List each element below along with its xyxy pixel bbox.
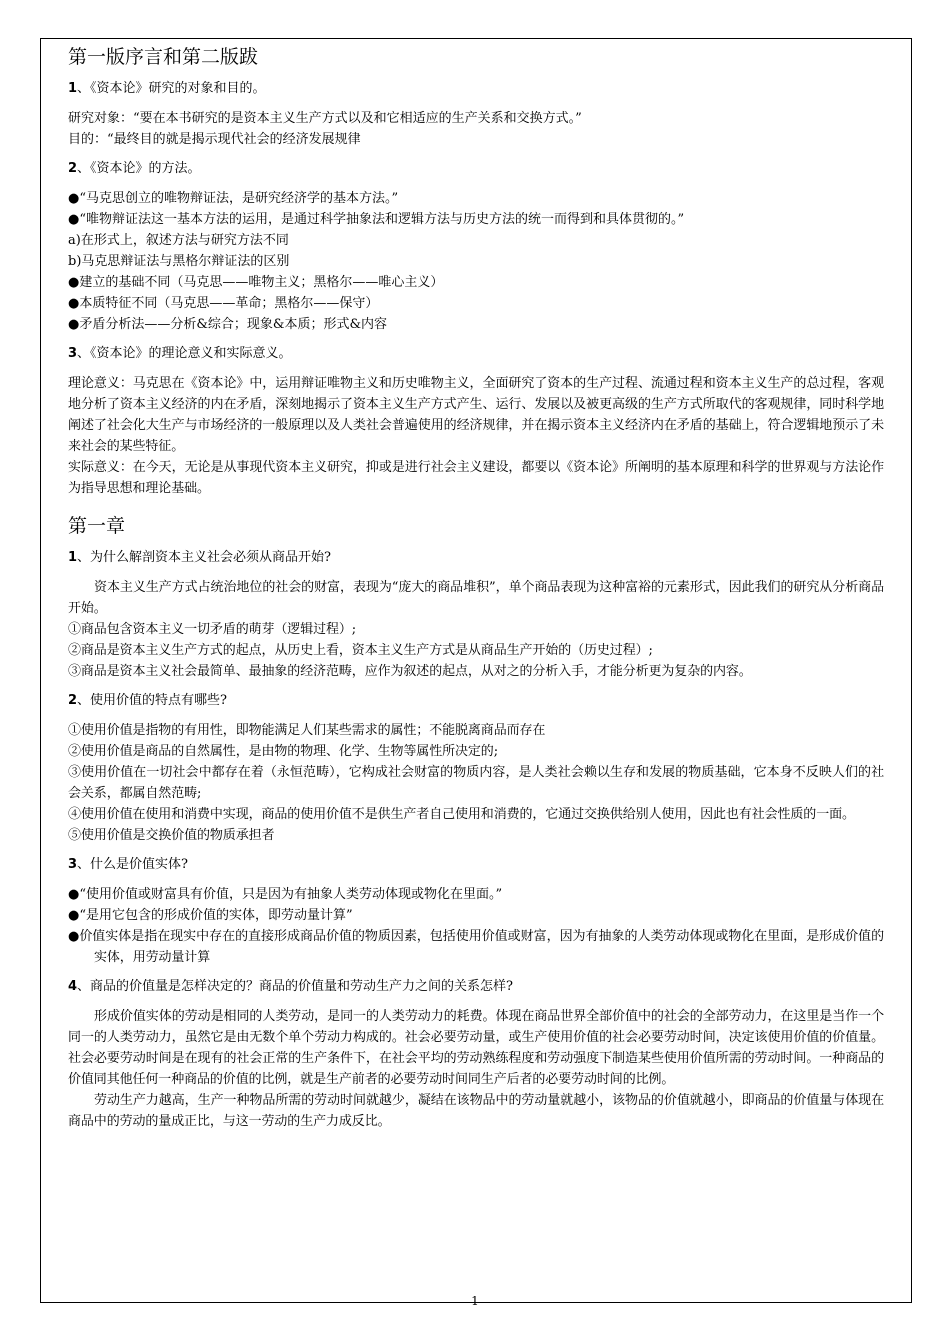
- bullet-line: ●“是用它包含的形成价值的实体，即劳动量计算”: [68, 908, 353, 923]
- question-heading: 1、《资本论》研究的对象和目的。: [68, 81, 266, 96]
- answer-block: [68, 108, 884, 150]
- paragraph: ①使用价值是指物的有用性，即物能满足人们某些需求的属性；不能脱离商品而存在: [68, 723, 546, 738]
- paragraph: ③商品是资本主义社会最简单、最抽象的经济范畴，应作为叙述的起点，从对之的分析入手，才能分析更为复杂的内容。: [68, 664, 752, 679]
- answer-block: [68, 188, 884, 335]
- answer-block: [68, 577, 884, 682]
- section-heading-chapter-one: 第一章: [68, 515, 126, 537]
- section-heading-preface: 第一版序言和第二版跋: [68, 46, 259, 68]
- paragraph: ②使用价值是商品的自然属性，是由物的物理、化学、生物等属性所决定的;: [68, 744, 498, 759]
- question-heading: 4、商品的价值量是怎样决定的？商品的价值量和劳动生产力之间的关系怎样?: [68, 979, 514, 994]
- bullet-line: ●“使用价值或财富具有价值，只是因为有抽象人类劳动体现或物化在里面。”: [68, 887, 503, 902]
- paragraph: ②商品是资本主义生产方式的起点，从历史上看，资本主义生产方式是从商品生产开始的（历史过程）;: [68, 643, 653, 658]
- question-heading: 3、什么是价值实体?: [68, 857, 189, 872]
- paragraph: ④使用价值在使用和消费中实现，商品的使用价值不是供生产者自己使用和消费的，它通过交换供给别人使用，因此也有社会性质的一面。: [68, 807, 855, 822]
- answer-block: [68, 373, 884, 499]
- text-line: 研究对象：“要在本书研究的是资本主义生产方式以及和它相适应的生产关系和交换方式。”: [68, 111, 582, 126]
- bullet-line: ●建立的基础不同（马克思——唯物主义；黑格尔——唯心主义）: [68, 275, 444, 290]
- document-body: [68, 38, 884, 1140]
- bullet-line: ●本质特征不同（马克思——革命；黑格尔——保守）: [68, 296, 379, 311]
- paragraph: 理论意义：马克思在《资本论》中，运用辩证唯物主义和历史唯物主义，全面研究了资本的生产过程、流通过程和资本主义生产的总过程，客观地分析了资本主义经济的内在矛盾，深刻地揭示了资本主义生产方式产生、运行、发展以及被更高级的生产方式所取代的客观规律，同时科学地阐述了社会化大生产与市场经济的一般原理以及人类社会普遍使用的经济规律，并在揭示资本主义经济内在矛盾的基础上，符合逻辑地预示了未来社会的某些特征。: [68, 376, 884, 454]
- text-line: b)马克思辩证法与黑格尔辩证法的区别: [68, 254, 290, 269]
- paragraph: 劳动生产力越高，生产一种物品所需的劳动时间就越少，凝结在该物品中的劳动量就越小，该物品的价值就越小，即商品的价值量与体现在商品中的劳动的量成正比，与这一劳动的生产力成反比。: [68, 1093, 884, 1129]
- bullet-paragraph: ●价值实体是指在现实中存在的直接形成商品价值的物质因素，包括使用价值或财富，因为有抽象的人类劳动体现或物化在里面，是形成价值的实体，用劳动量计算: [68, 929, 884, 965]
- question-heading: 2、使用价值的特点有哪些?: [68, 693, 228, 708]
- paragraph: ⑤使用价值是交换价值的物质承担者: [68, 828, 275, 843]
- paragraph: 形成价值实体的劳动是相同的人类劳动，是同一的人类劳动力的耗费。体现在商品世界全部价值中的社会的全部劳动力，在这里是当作一个同一的人类劳动力，虽然它是由无数个单个劳动力构成的。社会必要劳动量，或生产使用价值的社会必要劳动时间，决定该使用价值的价值量。社会必要劳动时间是在现有的社会正常的生产条件下，在社会平均的劳动熟练程度和劳动强度下制造某些使用价值所需的劳动时间。一种商品的价值同其他任何一种商品的价值的比例，就是生产前者的必要劳动时间同生产后者的必要劳动时间的比例。: [68, 1009, 884, 1087]
- paragraph: 实际意义：在今天，无论是从事现代资本主义研究，抑或是进行社会主义建设，都要以《资本论》所阐明的基本原理和科学的世界观与方法论作为指导思想和理论基础。: [68, 460, 884, 496]
- question-heading: 1、为什么解剖资本主义社会必须从商品开始?: [68, 550, 332, 565]
- paragraph: ③使用价值在一切社会中都存在着（永恒范畴），它构成社会财富的物质内容，是人类社会赖以生存和发展的物质基础，它本身不反映人们的社会关系，都属自然范畴;: [68, 765, 884, 801]
- text-line: a)在形式上，叙述方法与研究方法不同: [68, 233, 289, 248]
- answer-block: [68, 720, 884, 846]
- paragraph: 资本主义生产方式占统治地位的社会的财富，表现为“庞大的商品堆积”，单个商品表现为这种富裕的元素形式，因此我们的研究从分析商品开始。: [68, 580, 884, 616]
- paragraph: ①商品包含资本主义一切矛盾的萌芽（逻辑过程）;: [68, 622, 357, 637]
- text-line: 目的：“最终目的就是揭示现代社会的经济发展规律: [68, 132, 361, 147]
- answer-block: [68, 884, 884, 968]
- bullet-line: ●矛盾分析法——分析&综合；现象&本质；形式&内容: [68, 317, 388, 332]
- answer-block: [68, 1006, 884, 1132]
- bullet-line: ●“唯物辩证法这一基本方法的运用，是通过科学抽象法和逻辑方法与历史方法的统一而得到和具体贯彻的。”: [68, 212, 685, 227]
- question-heading: 2、《资本论》的方法。: [68, 161, 201, 176]
- page-number: 1: [471, 1294, 479, 1308]
- question-heading: 3、《资本论》的理论意义和实际意义。: [68, 346, 292, 361]
- bullet-line: ●“马克思创立的唯物辩证法，是研究经济学的基本方法。”: [68, 191, 399, 206]
